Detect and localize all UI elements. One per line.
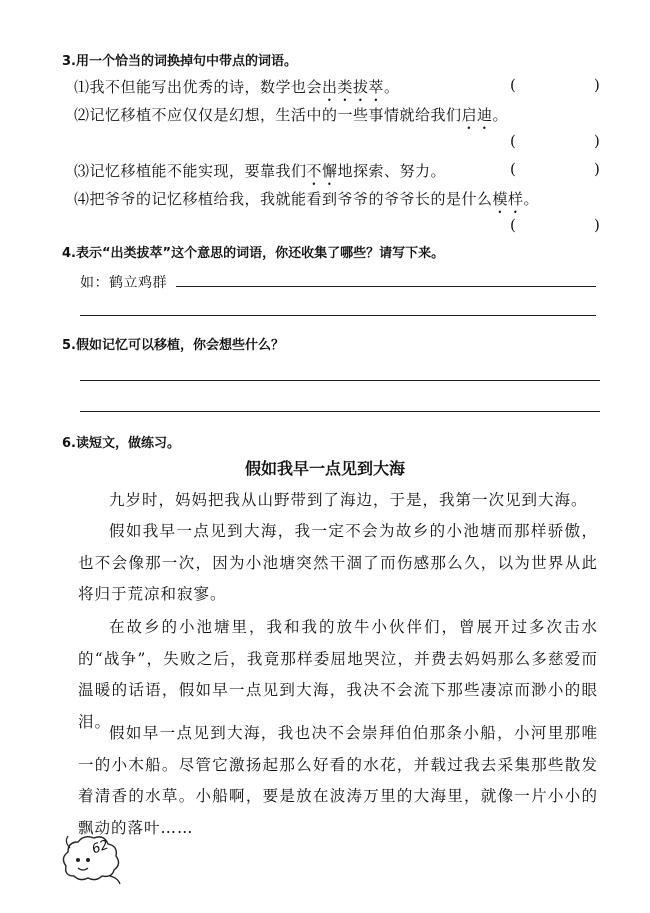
item-number: ⑵ — [74, 106, 90, 124]
item-number: ⑶ — [74, 162, 90, 180]
article-paragraph-2: 假如我早一点见到大海，我一定不会为故乡的小池塘而那样骄傲，也不会像那一次，因为小池塘突然干涸了而伤感那么久，以为世界从此将归于荒凉和寂寥。 — [78, 522, 598, 603]
dotted-word: 模样 — [492, 190, 524, 208]
q3-item-4 — [74, 188, 539, 217]
question-6-title: 6.读短文，做练习。 — [62, 436, 180, 451]
paren-close: ) — [594, 76, 600, 94]
q3-item-1 — [74, 76, 400, 105]
item-text: 记忆移植能不能实现，要靠我们 — [89, 162, 307, 180]
page-number: 62 — [89, 837, 111, 858]
q4-example: 如：鹤立鸡群 — [80, 275, 167, 291]
dotted-word: 启迪 — [461, 106, 493, 124]
question-5-title: 5.假如记忆可以移植，你会想些什么？ — [62, 338, 284, 353]
question-4-title: 4.表示“出类拔萃”这个意思的词语，你还收集了哪些？请写下来。 — [62, 246, 445, 261]
article-paragraph-3: 在故乡的小池塘里，我和我的放牛小伙伴们，曾展开过多次击水的“战争”，失败之后，我竟那样委屈地哭泣，并费去妈妈那么多慈爱而温暖的话语，假如早一点见到大海，我决不会流下那些凄凉而渺小的眼泪。 — [78, 618, 598, 731]
answer-line[interactable] — [80, 380, 600, 381]
paren-close: ) — [594, 216, 600, 234]
item-number: ⑴ — [74, 78, 90, 96]
item-text-end: 地探索、努力。 — [337, 162, 447, 180]
q3-item-3 — [74, 160, 446, 189]
q3-item-2 — [74, 104, 508, 133]
article-paragraph-4: 假如早一点见到大海，我也决不会崇拜伯伯那条小船，小河里那唯一的小木船。尽管它激扬起那么好看的水花，并载过我去采集那些散发着清香的水草。小船啊，要是放在波涛万里的大海里，就像一片小小的飘动的落叶…… — [78, 724, 598, 837]
paren-open: ( — [510, 132, 516, 150]
answer-line[interactable] — [176, 286, 596, 287]
item-text-end: 。 — [384, 78, 400, 96]
paren-open: ( — [510, 160, 516, 178]
item-text: 把爷爷的记忆移植给我，我就能看到爷爷的爷爷长的是什么 — [89, 190, 493, 208]
article-paragraph-1: 九岁时，妈妈把我从山野带到了海边，于是，我第一次见到大海。 — [109, 491, 588, 509]
article-title: 假如我早一点见到大海 — [244, 459, 405, 478]
answer-line[interactable] — [80, 411, 600, 412]
item-number: ⑷ — [74, 190, 90, 208]
paren-close: ) — [594, 132, 600, 150]
sheep-decoration-icon — [56, 826, 128, 888]
item-text: 记忆移植不应仅仅是幻想，生活中的一些事情就给我们 — [89, 106, 462, 124]
item-text-end: 。 — [492, 106, 509, 124]
dotted-word: 不懈 — [306, 162, 338, 180]
paren-open: ( — [510, 76, 516, 94]
paren-open: ( — [510, 216, 516, 234]
item-text-end: 。 — [523, 190, 540, 208]
answer-line[interactable] — [80, 315, 596, 316]
item-text: 我不但能写出优秀的诗，数学也会 — [89, 78, 323, 96]
question-3-title: 3.用一个恰当的词换掉句中带点的词语。 — [62, 54, 297, 69]
paren-close: ) — [594, 160, 600, 178]
dotted-word: 出类拔萃 — [322, 78, 385, 96]
